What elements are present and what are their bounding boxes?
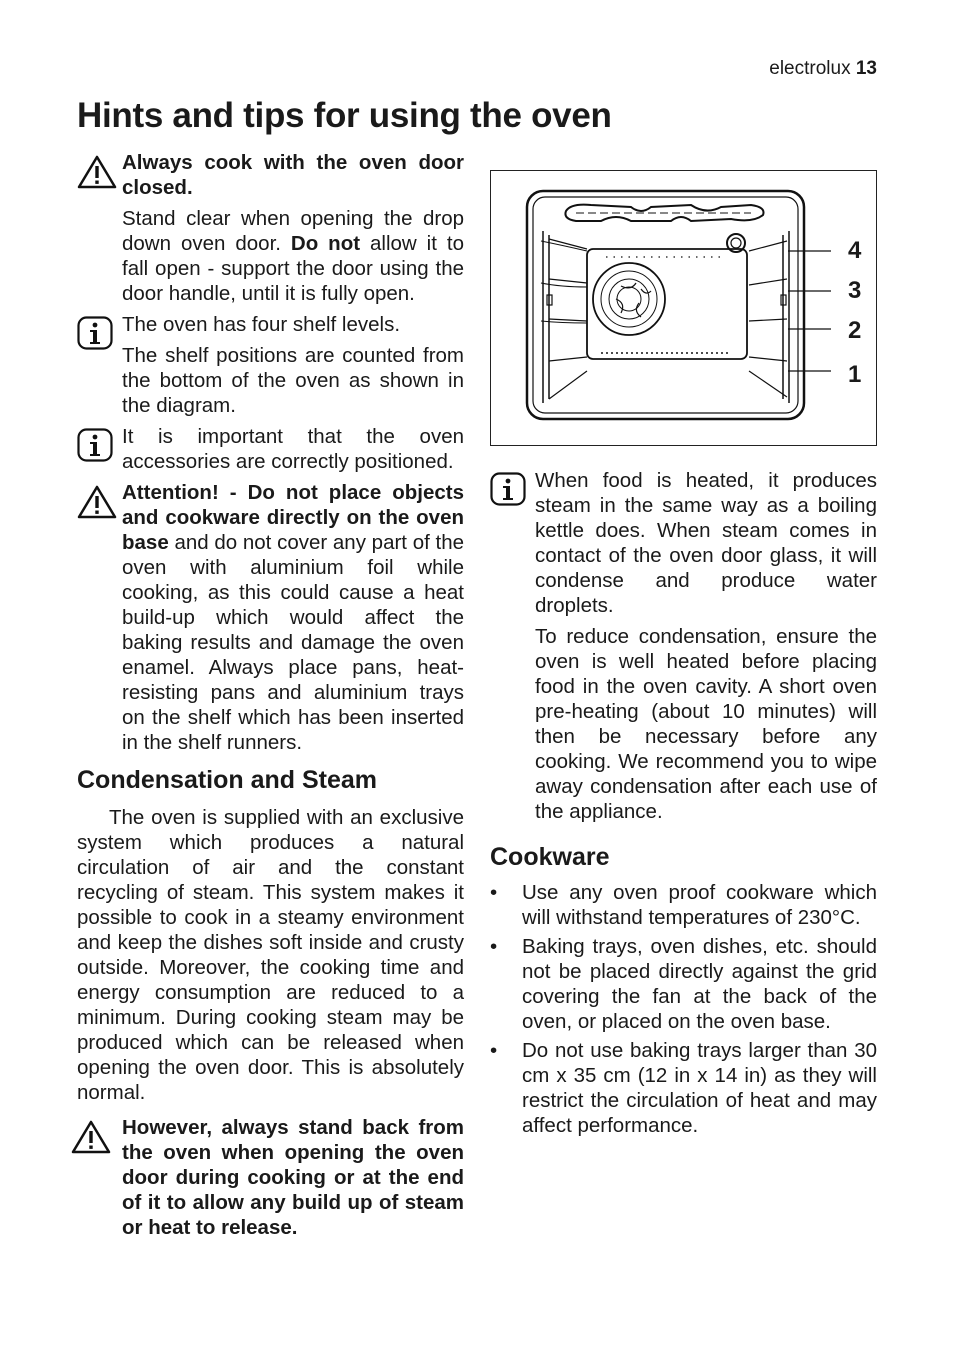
warning-icon <box>77 154 117 190</box>
info-condensation-para1: When food is heated, it produces steam in the same way as a boiling kettle does. When steam comes in contact of the oven door glass, it will condense and produce water droplets. <box>535 469 877 617</box>
warning-stand-back <box>77 1115 464 1240</box>
info-icon <box>490 472 526 506</box>
cookware-heading: Cookware <box>490 843 610 871</box>
condensation-heading: Condensation and Steam <box>77 766 378 794</box>
shelf-level-label: 4 <box>848 237 862 264</box>
warning-door-closed <box>77 150 464 306</box>
list-item: • Baking trays, oven dishes, etc. should not be placed directly against the grid covering the fan at the back of the oven, or placed on the oven base. <box>490 935 877 1033</box>
bullet: • <box>490 1039 498 1062</box>
list-item: • Do not use baking trays larger than 30 cm x 35 cm (12 in x 14 in) as they will restrict the circulation of heat and may affect performance. <box>490 1039 877 1137</box>
warning-stand-back-text: However, always stand back from the oven when opening the oven door during cooking or at the end of it to allow any build up of steam or heat to release. <box>122 1116 464 1239</box>
page-header <box>769 58 877 80</box>
cookware-list <box>490 880 877 1138</box>
info-shelf-levels <box>77 312 464 418</box>
info-condensation <box>490 468 877 824</box>
info-accessories <box>77 424 464 474</box>
info-accessories-text: It is important that the oven accessories are correctly positioned. <box>122 425 464 473</box>
brand-name: electrolux <box>769 58 851 79</box>
warning-door-text: Stand clear when opening the drop down oven door. Do not allow it to fall open - support the door using the door handle, until it is fully open. <box>122 207 464 305</box>
page-number: 13 <box>855 58 877 79</box>
right-column <box>490 170 877 1142</box>
warning-door-heading: Always cook with the oven door closed. <box>122 151 464 199</box>
info-shelf-line2: The shelf positions are counted from the bottom of the oven as shown in the diagram. <box>122 344 464 417</box>
warning-oven-base-text: Attention! - Do not place objects and cookware directly on the oven base and do not cover any part of the oven with aluminium foil while cooking, as this could cause a heat build-up which would affect the baking results and damage the oven enamel. Always place pans, heat-resisting pans and aluminium trays on the shelf which has been inserted in the shelf runners. <box>122 481 464 754</box>
info-icon <box>77 428 113 462</box>
list-item: • Use any oven proof cookware which will withstand temperatures of 230°C. <box>490 881 877 929</box>
shelf-level-label: 3 <box>848 277 862 304</box>
info-condensation-para2: To reduce condensation, ensure the oven is well heated before placing food in the oven cavity. A short oven pre-heating (about 10 minutes) will then be necessary before any cooking. We recommend you to wipe away condensation after each use of the appliance. <box>535 625 877 823</box>
shelf-level-label: 1 <box>848 361 862 388</box>
info-shelf-line1: The oven has four shelf levels. <box>122 313 401 336</box>
bullet: • <box>490 935 498 958</box>
bullet: • <box>490 881 498 904</box>
oven-shelf-diagram <box>490 170 877 446</box>
info-icon <box>77 316 113 350</box>
left-column <box>77 150 464 1240</box>
oven-diagram-illustration <box>491 171 876 445</box>
warning-icon <box>77 484 117 520</box>
page-title: Hints and tips for using the oven <box>77 96 612 135</box>
shelf-level-label: 2 <box>848 317 862 344</box>
warning-icon <box>71 1119 111 1155</box>
condensation-text: The oven is supplied with an exclusive system which produces a natural circulation of air and the constant recycling of steam. This system makes it possible to cook in a steamy environment and keep the dishes soft inside and crusty outside. Moreover, the cooking time and energy consumption are reduced to a minimum. During cooking steam may be produced which can be released when opening the oven door. This is absolutely normal. <box>77 806 464 1104</box>
warning-oven-base <box>77 480 464 755</box>
